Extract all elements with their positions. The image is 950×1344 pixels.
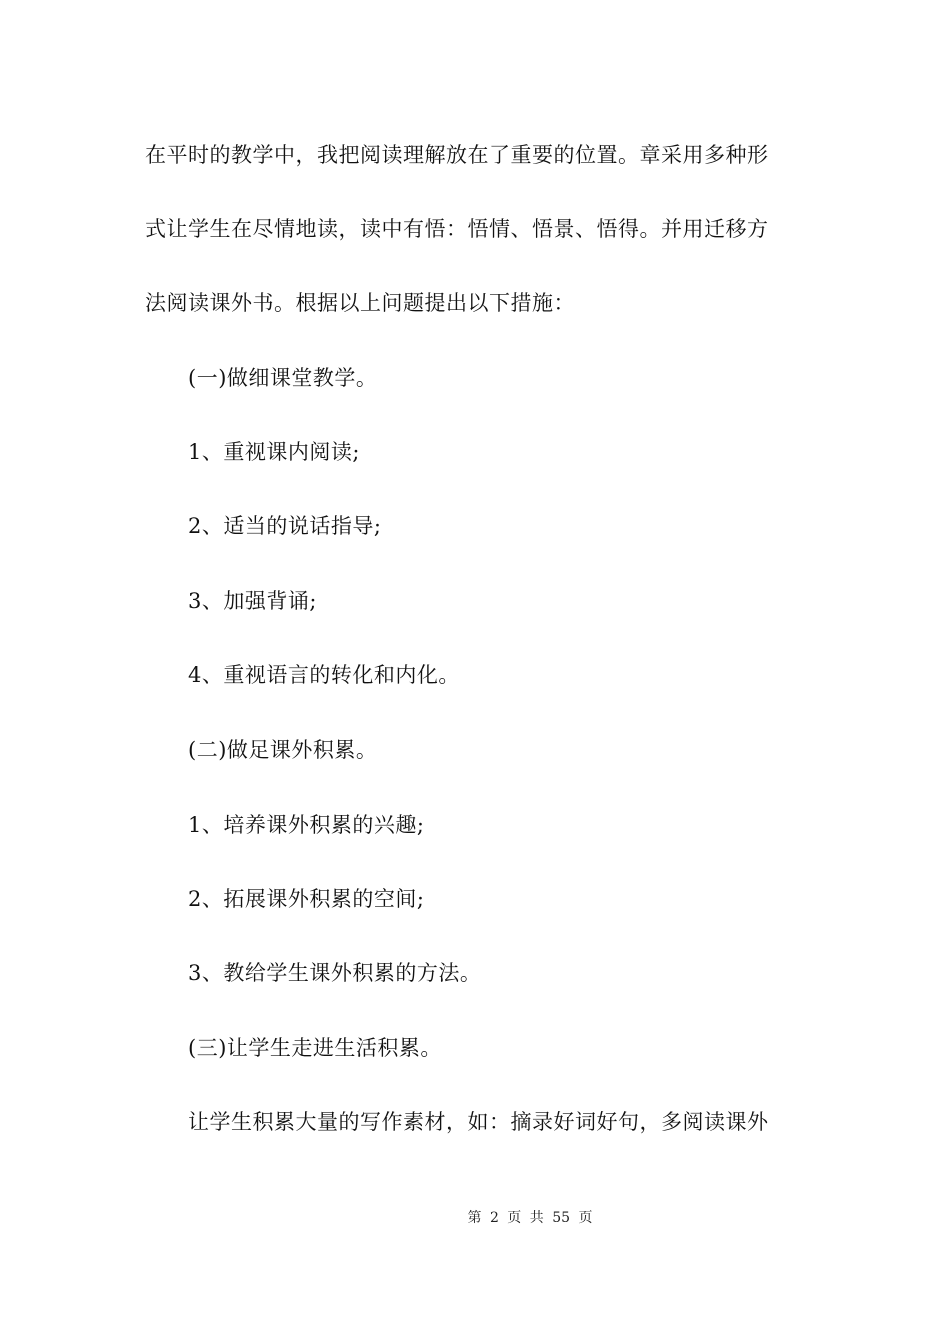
- section-heading: (三)让学生走进生活积累。: [188, 1036, 442, 1060]
- list-item: 3、教给学生课外积累的方法。: [188, 961, 482, 985]
- list-item: 1、重视课内阅读;: [188, 440, 360, 464]
- body-text-line: 让学生积累大量的写作素材，如：摘录好词好句，多阅读课外: [188, 1110, 769, 1134]
- page-number-footer: 第 2 页 共 55 页: [467, 1210, 593, 1226]
- list-item: 1、培养课外积累的兴趣;: [188, 813, 425, 837]
- list-item: 3、加强背诵;: [188, 589, 317, 613]
- body-text-line: 式让学生在尽情地读，读中有悟：悟情、悟景、悟得。并用迁移方: [145, 217, 769, 241]
- list-item: 2、适当的说话指导;: [188, 514, 382, 538]
- list-item: 4、重视语言的转化和内化。: [188, 663, 460, 687]
- list-item: 2、拓展课外积累的空间;: [188, 887, 425, 911]
- section-heading: (二)做足课外积累。: [188, 738, 378, 762]
- body-text-line: 法阅读课外书。根据以上问题提出以下措施：: [145, 291, 575, 315]
- body-text-line: 在平时的教学中，我把阅读理解放在了重要的位置。章采用多种形: [145, 143, 769, 167]
- section-heading: (一)做细课堂教学。: [188, 366, 378, 390]
